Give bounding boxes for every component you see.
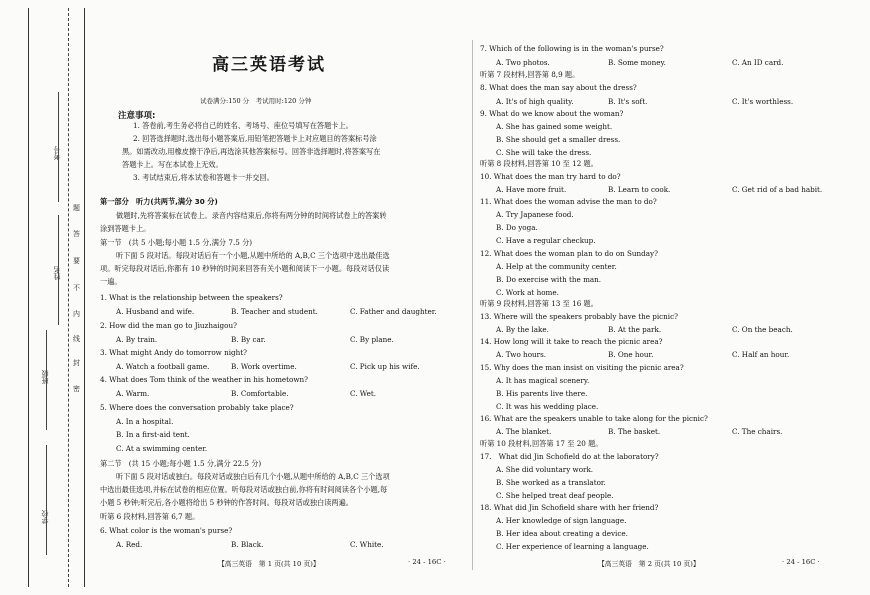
option-c: C. She helped treat deaf people. — [496, 491, 614, 500]
option-b: B. She should get a smaller dress. — [496, 135, 621, 144]
exam-no-underline — [58, 92, 59, 202]
material-heading: 听第 6 段材料,回答第 6,7 题。 — [100, 512, 200, 521]
option-c: C. Wet. — [350, 389, 377, 398]
option-a: A. The blanket. — [496, 427, 552, 436]
part1-intro: 涂到答题卡上。 — [100, 224, 151, 233]
option-c: C. Father and daughter. — [350, 307, 437, 316]
exam-title: 高三英语考试 — [212, 55, 326, 75]
question-18: 18. What did Jin Schofield share with her friend? — [480, 503, 659, 512]
section1-intro: 一遍。 — [100, 277, 122, 286]
option-c: C. It was his wedding place. — [496, 402, 599, 411]
option-c: C. Work at home. — [496, 288, 559, 297]
margin-rule — [84, 8, 85, 587]
class-underline — [46, 330, 47, 430]
notice-item: 答题卡上。写在本试卷上无效。 — [122, 160, 223, 169]
notice-item: 1. 答卷前,考生务必将自己的姓名、考场号、座位号填写在答题卡上。 — [133, 121, 353, 130]
seal-char: 答 — [73, 230, 80, 238]
page-2-footer: 【高三英语 第 2 页(共 10 页)】 — [598, 560, 700, 568]
seal-char: 不 — [73, 284, 80, 292]
option-b: B. Do exercise with the man. — [496, 275, 602, 284]
question-1: 1. What is the relationship between the speakers? — [100, 293, 283, 302]
option-b: B. In a first-aid tent. — [116, 430, 190, 439]
question-10: 10. What does the man try hard to do? — [480, 172, 621, 181]
question-5: 5. Where does the conversation probably take place? — [100, 403, 294, 412]
section1-intro: 听下面 5 段对话。每段对话后有一个小题,从题中所给的 A,B,C 三个选项中选出最佳选 — [116, 251, 390, 260]
seal-char: 密 — [73, 385, 80, 393]
material-heading: 听第 10 段材料,回答第 17 至 20 题。 — [480, 439, 603, 448]
option-a: A. It's of high quality. — [496, 97, 574, 106]
section1-heading: 第一节 (共 5 小题;每小题 1.5 分,满分 7.5 分) — [100, 238, 253, 247]
name-underline — [58, 215, 59, 325]
exam-no-label: 考号 — [53, 146, 61, 160]
option-b: B. By car. — [231, 335, 266, 344]
class-label: 班级 — [41, 370, 49, 384]
material-heading: 听第 7 段材料,回答第 8,9 题。 — [480, 70, 580, 79]
page-1-code: · 24 - 16C · — [408, 558, 446, 566]
binding-margin — [0, 0, 92, 595]
section2-intro: 小题 5 秒钟;听完后,各小题将给出 5 秒钟的作答时间。每段对话或独白读两遍。 — [100, 498, 353, 507]
option-c: C. An ID card. — [732, 58, 784, 67]
option-b: B. His parents live there. — [496, 389, 588, 398]
notice-item: 3. 考试结束后,将本试卷和答题卡一并交回。 — [133, 173, 274, 182]
page-divider — [472, 40, 473, 570]
question-13: 13. Where will the speakers probably have the picnic? — [480, 312, 678, 321]
option-a: A. She did voluntary work. — [496, 465, 594, 474]
question-2: 2. How did the man go to Jiuzhaigou? — [100, 321, 237, 330]
question-14: 14. How long will it take to reach the picnic area? — [480, 337, 663, 346]
option-b: B. One hour. — [608, 350, 654, 359]
option-a: A. Two hours. — [496, 350, 547, 359]
option-a: A. Husband and wife. — [116, 307, 195, 316]
notice-heading: 注意事项: — [118, 111, 156, 121]
option-b: B. It's soft. — [608, 97, 648, 106]
option-a: A. In a hospital. — [116, 417, 174, 426]
question-7: 7. Which of the following is in the woman's purse? — [480, 44, 664, 53]
option-b: B. Comfortable. — [231, 389, 289, 398]
option-a: A. Watch a football game. — [116, 362, 210, 371]
school-underline — [46, 445, 47, 555]
option-b: B. She worked as a translator. — [496, 478, 606, 487]
seal-char: 线 — [73, 335, 80, 343]
page-2-code: · 24 - 16C · — [782, 558, 820, 566]
page-1-footer: 【高三英语 第 1 页(共 10 页)】 — [218, 560, 320, 568]
question-4: 4. What does Tom think of the weather in his hometown? — [100, 375, 309, 384]
seal-char: 封 — [73, 359, 80, 367]
option-a: A. It has magical scenery. — [496, 376, 590, 385]
question-12: 12. What does the woman plan to do on Sunday? — [480, 249, 658, 258]
option-c: C. The chairs. — [732, 427, 783, 436]
option-c: C. On the beach. — [732, 325, 793, 334]
option-c: C. She will take the dress. — [496, 148, 592, 157]
option-b: B. Her idea about creating a device. — [496, 529, 628, 538]
option-c: C. By plane. — [350, 335, 394, 344]
section1-intro: 项。听完每段对话后,你都有 10 秒钟的时间来回答有关小题和阅读下一小题。每段对话仅读 — [100, 264, 390, 273]
question-8: 8. What does the man say about the dress? — [480, 83, 637, 92]
notice-item: 2. 回答选择题时,选出每小题答案后,用铅笔把答题卡上对应题目的答案标号涂 — [133, 134, 377, 143]
part1-heading: 第一部分 听力(共两节,满分 30 分) — [100, 197, 218, 206]
school-label: 学校 — [41, 510, 49, 524]
option-b: B. Teacher and student. — [231, 307, 318, 316]
option-a: A. Her knowledge of sign language. — [496, 516, 627, 525]
notice-item: 黑。如需改动,用橡皮擦干净后,再选涂其他答案标号。回答非选择题时,将答案写在 — [122, 147, 381, 156]
option-a: A. Have more fruit. — [496, 185, 567, 194]
option-c: C. White. — [350, 540, 384, 549]
option-c: C. Have a regular checkup. — [496, 236, 596, 245]
material-heading: 听第 9 段材料,回答第 13 至 16 题。 — [480, 299, 598, 308]
option-b: B. The basket. — [608, 427, 661, 436]
seal-char: 要 — [73, 257, 80, 265]
question-3: 3. What might Andy do tomorrow night? — [100, 348, 248, 357]
option-c: C. Get rid of a bad habit. — [732, 185, 823, 194]
option-a: A. By the lake. — [496, 325, 549, 334]
option-a: A. Two photos. — [496, 58, 550, 67]
exam-meta: 试卷满分:150 分 考试用时:120 分钟 — [200, 97, 312, 105]
option-a: A. Try Japanese food. — [496, 210, 574, 219]
option-b: B. Some money. — [608, 58, 666, 67]
seal-char: 内 — [73, 310, 80, 318]
option-c: C. At a swimming center. — [116, 444, 208, 453]
question-6: 6. What color is the woman's purse? — [100, 526, 233, 535]
question-15: 15. Why does the man insist on visiting the picnic area? — [480, 363, 684, 372]
option-b: B. Learn to cook. — [608, 185, 671, 194]
option-b: B. Do yoga. — [496, 223, 538, 232]
option-a: A. Red. — [116, 540, 143, 549]
question-16: 16. What are the speakers unable to take along for the picnic? — [480, 414, 708, 423]
option-b: B. Work overtime. — [231, 362, 297, 371]
question-9: 9. What do we know about the woman? — [480, 109, 624, 118]
question-11: 11. What does the woman advise the man to do? — [480, 197, 657, 206]
option-c: C. Half an hour. — [732, 350, 790, 359]
part1-intro: 做题时,先将答案标在试卷上。录音内容结束后,你将有两分钟的时间将试卷上的答案转 — [116, 211, 387, 220]
option-c: C. Her experience of learning a language. — [496, 542, 649, 551]
option-b: B. At the park. — [608, 325, 662, 334]
question-17: 17. What did Jin Schofield do at the laboratory? — [480, 452, 659, 461]
seal-char: 题 — [73, 204, 80, 212]
section2-heading: 第二节 (共 15 小题;每小题 1.5 分,满分 22.5 分) — [100, 459, 262, 468]
option-c: C. It's worthless. — [732, 97, 794, 106]
option-a: A. She has gained some weight. — [496, 122, 613, 131]
option-a: A. By train. — [116, 335, 158, 344]
seal-line — [68, 8, 69, 587]
option-b: B. Black. — [231, 540, 264, 549]
material-heading: 听第 8 段材料,回答第 10 至 12 题。 — [480, 159, 598, 168]
option-a: A. Help at the community center. — [496, 262, 617, 271]
section2-intro: 听下面 5 段对话或独白。每段对话或独白后有几个小题,从题中所给的 A,B,C 三个选项 — [116, 472, 390, 481]
option-c: C. Pick up his wife. — [350, 362, 420, 371]
margin-rule — [28, 8, 29, 587]
name-label: 姓名 — [53, 266, 61, 280]
option-a: A. Warm. — [116, 389, 150, 398]
section2-intro: 中选出最佳选项,并标在试卷的相应位置。听每段对话或独白前,你将有时间阅读各个小题,每 — [100, 485, 388, 494]
